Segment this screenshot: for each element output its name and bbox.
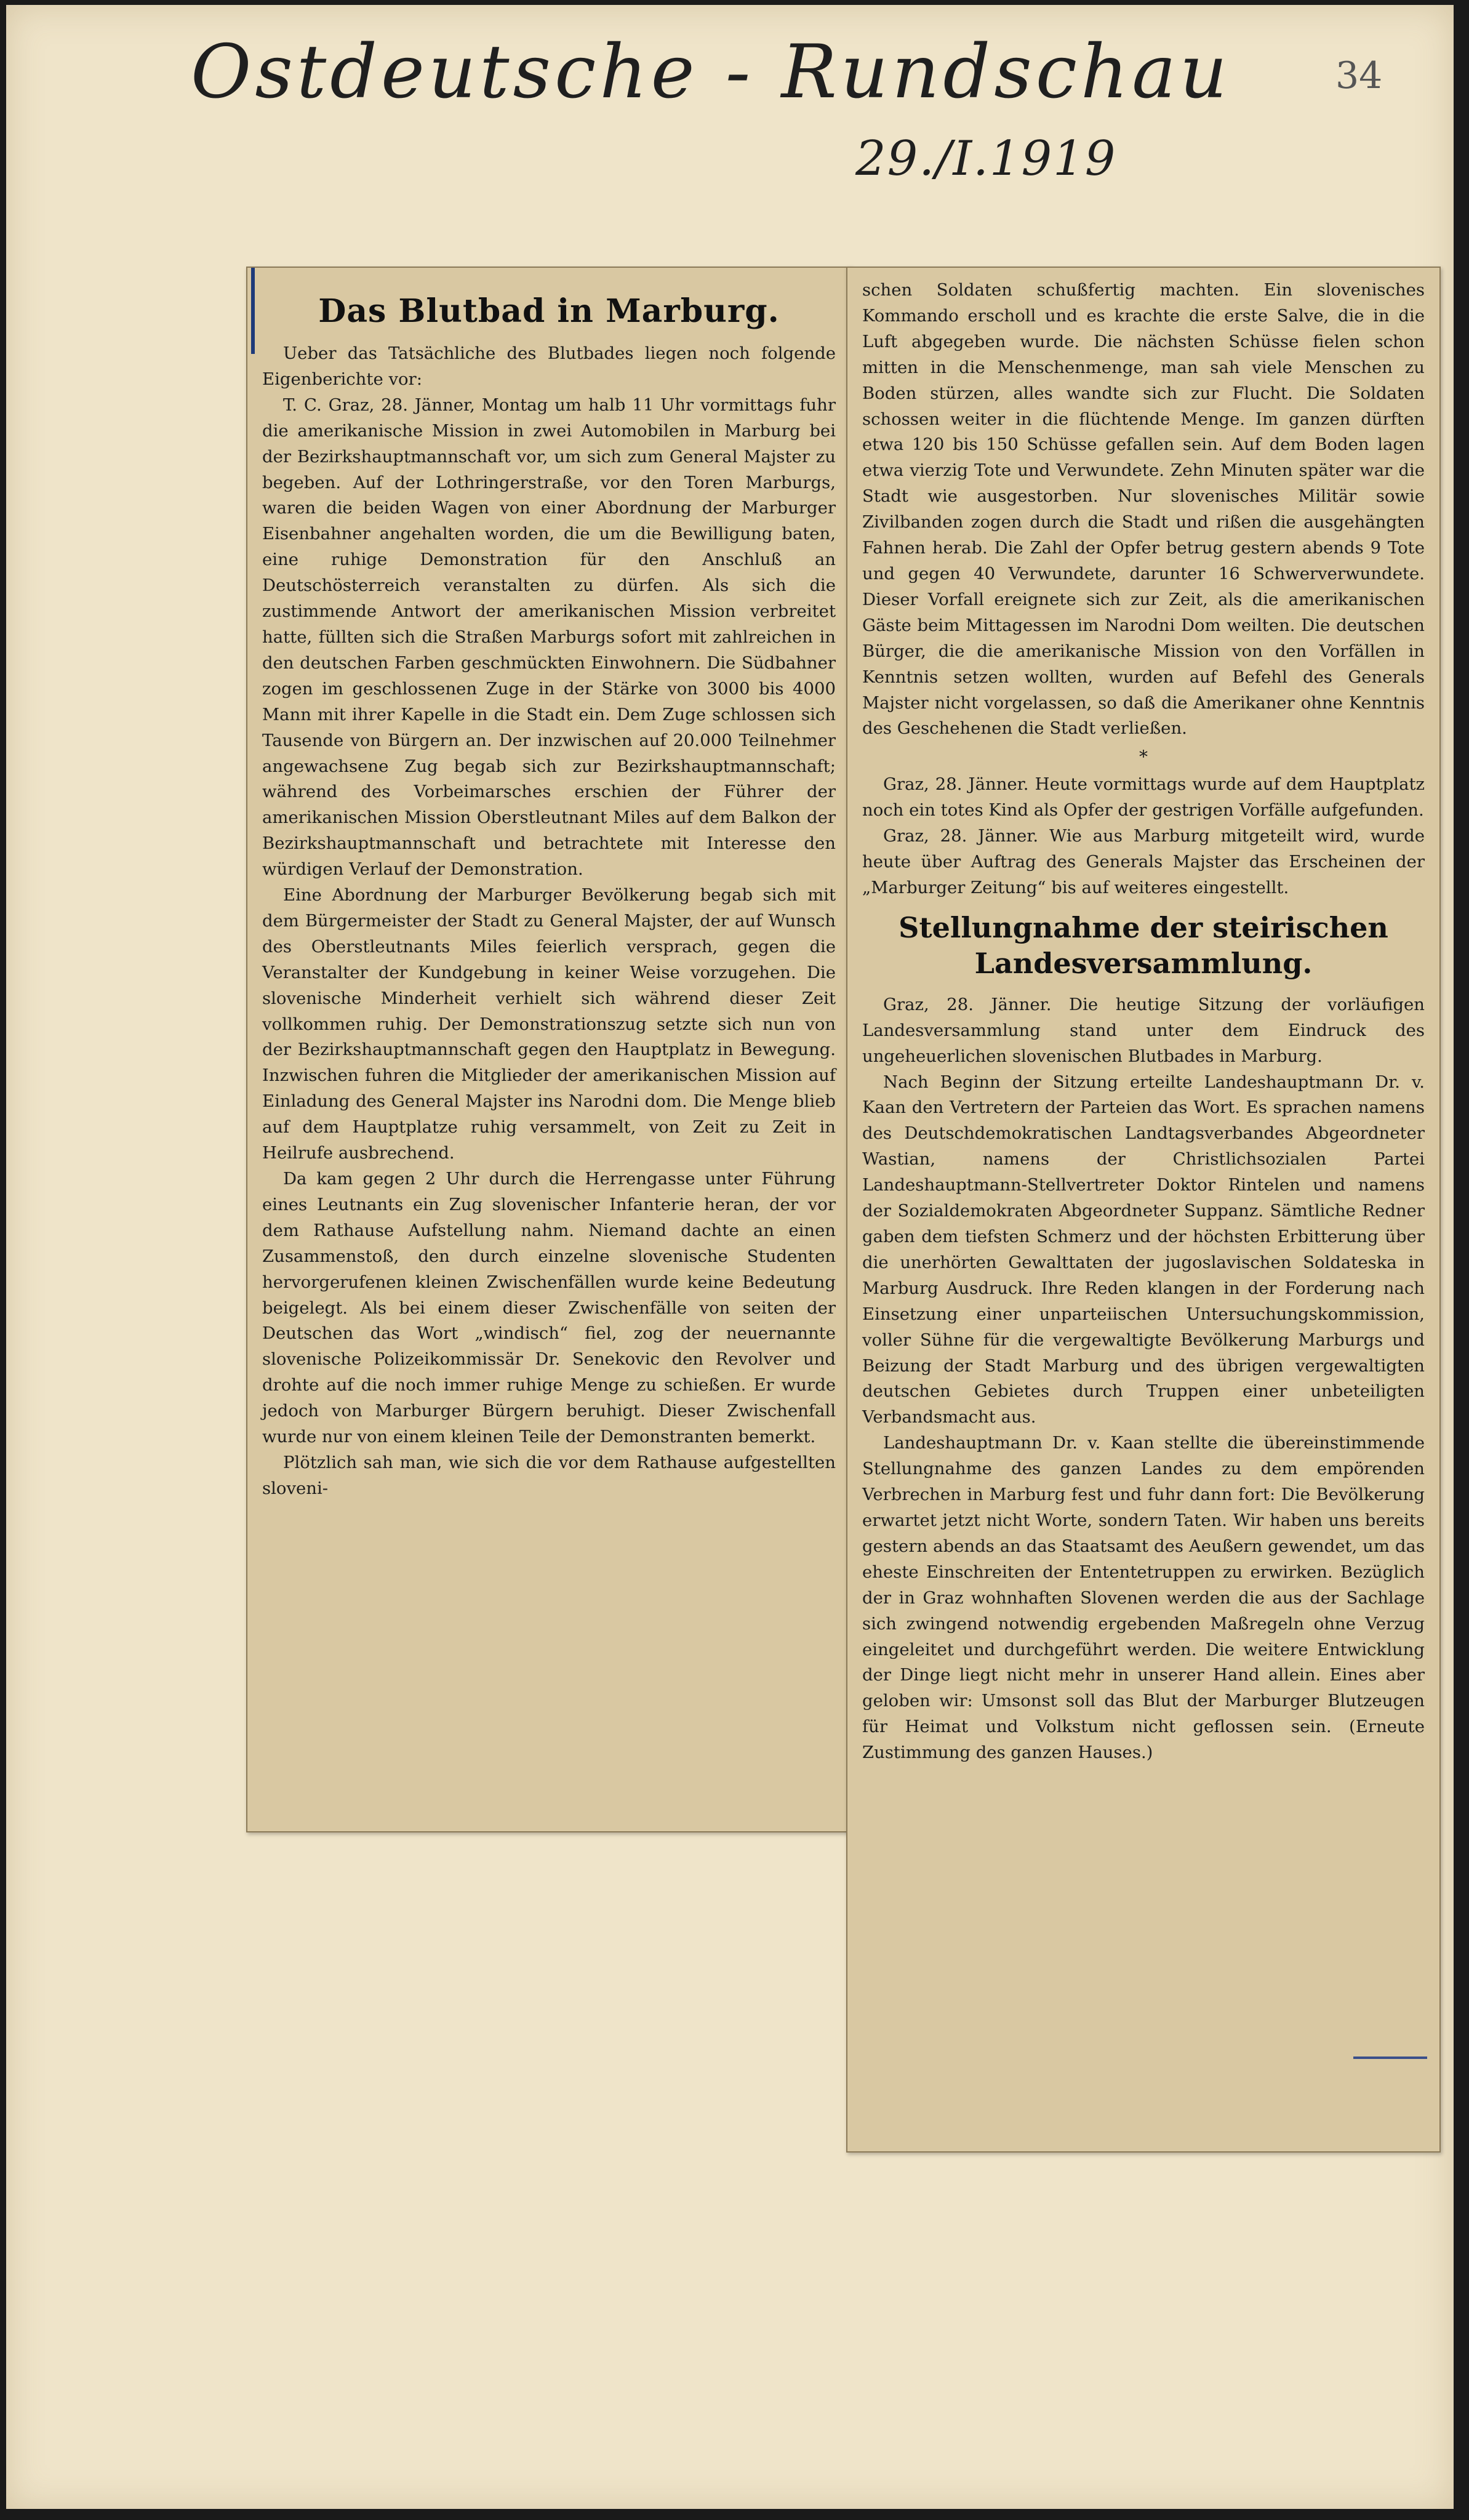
article-paragraph: Graz, 28. Jänner. Die heutige Sitzung der vorläufigen Landesversammlung stand unter dem Eindruck des ungeheuerlichen slovenischen Blutbades in Marburg. — [862, 994, 1425, 1066]
article-continuation: schen Soldaten schußfertig machten. Ein slovenisches Kommando erscholl und es krachte die erste Salve, die in die Luft abgegeben wurde. Die nächsten Schüsse fielen schon mitten in die Menschenmenge, man sah viele Menschen zu Boden stürzen, alles wandte sich zur Flucht. Die Soldaten schossen weiter in die flüchtende Menge. Im ganzen dürften etwa 120 bis 150 Schüsse gefallen sein. Auf dem Boden lagen etwa vierzig Tote und Verwundete. Zehn Minuten später war die Stadt wie ausgestorben. Nur slovenisches Militär sowie Zivilbanden zogen durch die Stadt und rißen die ausgehängten Fahnen herab. Die Zahl der Opfer betrug gestern abends 9 Tote und gegen 40 Verwundete, darunter 16 Schwerverwundete. Dieser Vorfall ereignete sich zur Zeit, als die amerikanischen Gäste beim Mittagessen im Narodni Dom weilten. Die deutschen Bürger, die die amerikanische Mission von den Vorfällen in Kenntnis setzen wollten, wurden auf Befehl des Generals Majster nicht vorgelassen, so daß die Amerikaner ohne Kenntnis des Geschehenen die Stadt verließen. — [862, 280, 1425, 739]
article-paragraph: Nach Beginn der Sitzung erteilte Landeshauptmann Dr. v. Kaan den Vertretern der Parteien das Wort. Es sprachen namens des Deutschdemokratischen Landtagsverbandes Abgeordneter Wastian, namens der Christlichsozialen Partei Landeshauptmann-Stellvertreter Doktor Rintelen und namens der Sozialdemokraten Abgeordneter Suppanz. Sämtliche Redner gaben dem tiefsten Schmerz und der höchsten Erbitterung über die unerhörten Gewalttaten der jugoslavischen Soldateska in Marburg Ausdruck. Ihre Reden klangen in der Forderung nach Einsetzung einer unparteiischen Untersuchungskommission, voller Sühne für die vergewaltigte Bevölkerung Marburgs und Beizung der Stadt Marburg und des übrigen vergewaltigten deutschen Gebietes durch Truppen einer unbeteiligten Verbandsmacht aus. — [862, 1072, 1425, 1427]
article-paragraph: T. C. Graz, 28. Jänner, Montag um halb 11 Uhr vormittags fuhr die amerikanische Mission in zwei Automobilen in Marburg bei der Bezirkshauptmannschaft vor, um sich zum General Majster zu begeben. Auf der Lothringerstraße, vor den Toren Marburgs, waren die beiden Wagen von einer Abordnung der Marburger Eisenbahner angehalten worden, die um die Bewilligung baten, eine ruhige Demonstration für den Anschluß an Deutschösterreich veranstalten zu dürfen. Als sich die zustimmende Antwort der amerikanischen Mission verbreitet hatte, füllten sich die Straßen Marburgs sofort mit zahlreichen in den deutschen Farben geschmückten Einwohnern. Die Südbahner zogen im geschlossenen Zuge in der Stärke von 3000 bis 4000 Mann mit ihrer Kapelle in die Stadt ein. Dem Zuge schlossen sich Tausende von Bürgern an. Der inzwischen auf 20.000 Teilnehmer angewachsene Zug begab sich zur Bezirkshauptmannschaft; während des Vorbeimarsches erschien der Führer der amerikanischen Mission Oberstleutnant Miles auf dem Balkon der Bezirkshauptmannschaft und betrachtete mit Interesse den würdigen Verlauf der Demonstration. — [262, 395, 836, 880]
ink-mark — [1353, 2057, 1427, 2059]
article-paragraph: Ueber das Tatsächliche des Blutbades liegen noch folgende Eigenberichte vor: — [262, 343, 836, 389]
clipping-right-column — [846, 267, 1441, 2153]
article-headline: Das Blutbad in Marburg. — [318, 292, 780, 330]
section-separator: * — [1139, 747, 1148, 768]
handwritten-newspaper-title: Ostdeutsche - Rundschau — [191, 30, 1231, 115]
article-headline-2: Stellungnahme der steirischen Landesversammlung. — [899, 910, 1388, 980]
article-paragraph: Landeshauptmann Dr. v. Kaan stellte die übereinstimmende Stellungnahme des ganzen Landes zu dem empörenden Verbrechen in Marburg fest und fuhr dann fort: Die Bevölkerung erwartet jetzt nicht Worte, sondern Taten. Wir haben uns bereits gestern abends an das Staatsamt des Aeußern gewendet, um das eheste Einschreiten der Ententetruppen zu erwirken. Bezüglich der in Graz wohnhaften Slovenen werden die aus der Sachlage sich zwingend notwendig ergebenden Maßregeln ohne Verzug eingeleitet und durchgeführt werden. Die weitere Entwicklung der Dinge liegt nicht mehr in unserer Hand allein. Eines aber geloben wir: Umsonst soll das Blut der Marburger Blutzeugen für Heimat und Volkstum nicht geflossen sein. (Erneute Zustimmung des ganzen Hauses.) — [862, 1433, 1425, 1763]
article-paragraph: Da kam gegen 2 Uhr durch die Herrengasse unter Führung eines Leutnants ein Zug slovenischer Infanterie heran, der vor dem Rathause Aufstellung nahm. Niemand dachte an einen Zusammenstoß, den durch einzelne slovenische Studenten hervorgerufenen kleinen Zwischenfällen wurde keine Bedeutung beigelegt. Als bei einem dieser Zwischenfälle von seiten der Deutschen das Wort „windisch“ fiel, zog der neuernannte slovenische Polizeikommissär Dr. Senekovic den Revolver und drohte auf die noch immer ruhige Menge zu schießen. Er wurde jedoch von Marburger Bürgern beruhigt. Dieser Zwischenfall wurde nur von einem kleinen Teile der Demonstranten bemerkt. — [262, 1169, 836, 1447]
clipping-left-column — [246, 267, 852, 1832]
news-item: Graz, 28. Jänner. Heute vormittags wurde auf dem Hauptplatz noch ein totes Kind als Opfer der gestrigen Vorfälle aufgefunden. — [862, 774, 1425, 821]
handwritten-date: 29./I.1919 — [855, 131, 1117, 187]
article-paragraph: Plötzlich sah man, wie sich die vor dem Rathause aufgestellten sloveni- — [262, 1452, 836, 1498]
article-paragraph: Eine Abordnung der Marburger Bevölkerung begab sich mit dem Bürgermeister der Stadt zu General Majster, der auf Wunsch des Oberstleutnants Miles feierlich versprach, gegen die Veranstalter der Kundgebung in keiner Weise vorzugehen. Die slovenische Minderheit verhielt sich während dieser Zeit vollkommen ruhig. Der Demonstrationszug setzte sich nun von der Bezirkshauptmannschaft gegen den Hauptplatz in Bewegung. Inzwischen fuhren die Mitglieder der amerikanischen Mission auf Einladung des General Majster ins Narodni dom. Die Menge blieb auf dem Hauptplatze ruhig versammelt, von Zeit zu Zeit in Heilrufe ausbrechend. — [262, 885, 836, 1163]
archive-sheet — [6, 5, 1454, 2509]
news-item: Graz, 28. Jänner. Wie aus Marburg mitgeteilt wird, wurde heute über Auftrag des Generals Majster das Erscheinen der „Marburger Zeitung“ bis auf weiteres eingestellt. — [862, 826, 1425, 897]
page-number: 34 — [1335, 54, 1383, 97]
